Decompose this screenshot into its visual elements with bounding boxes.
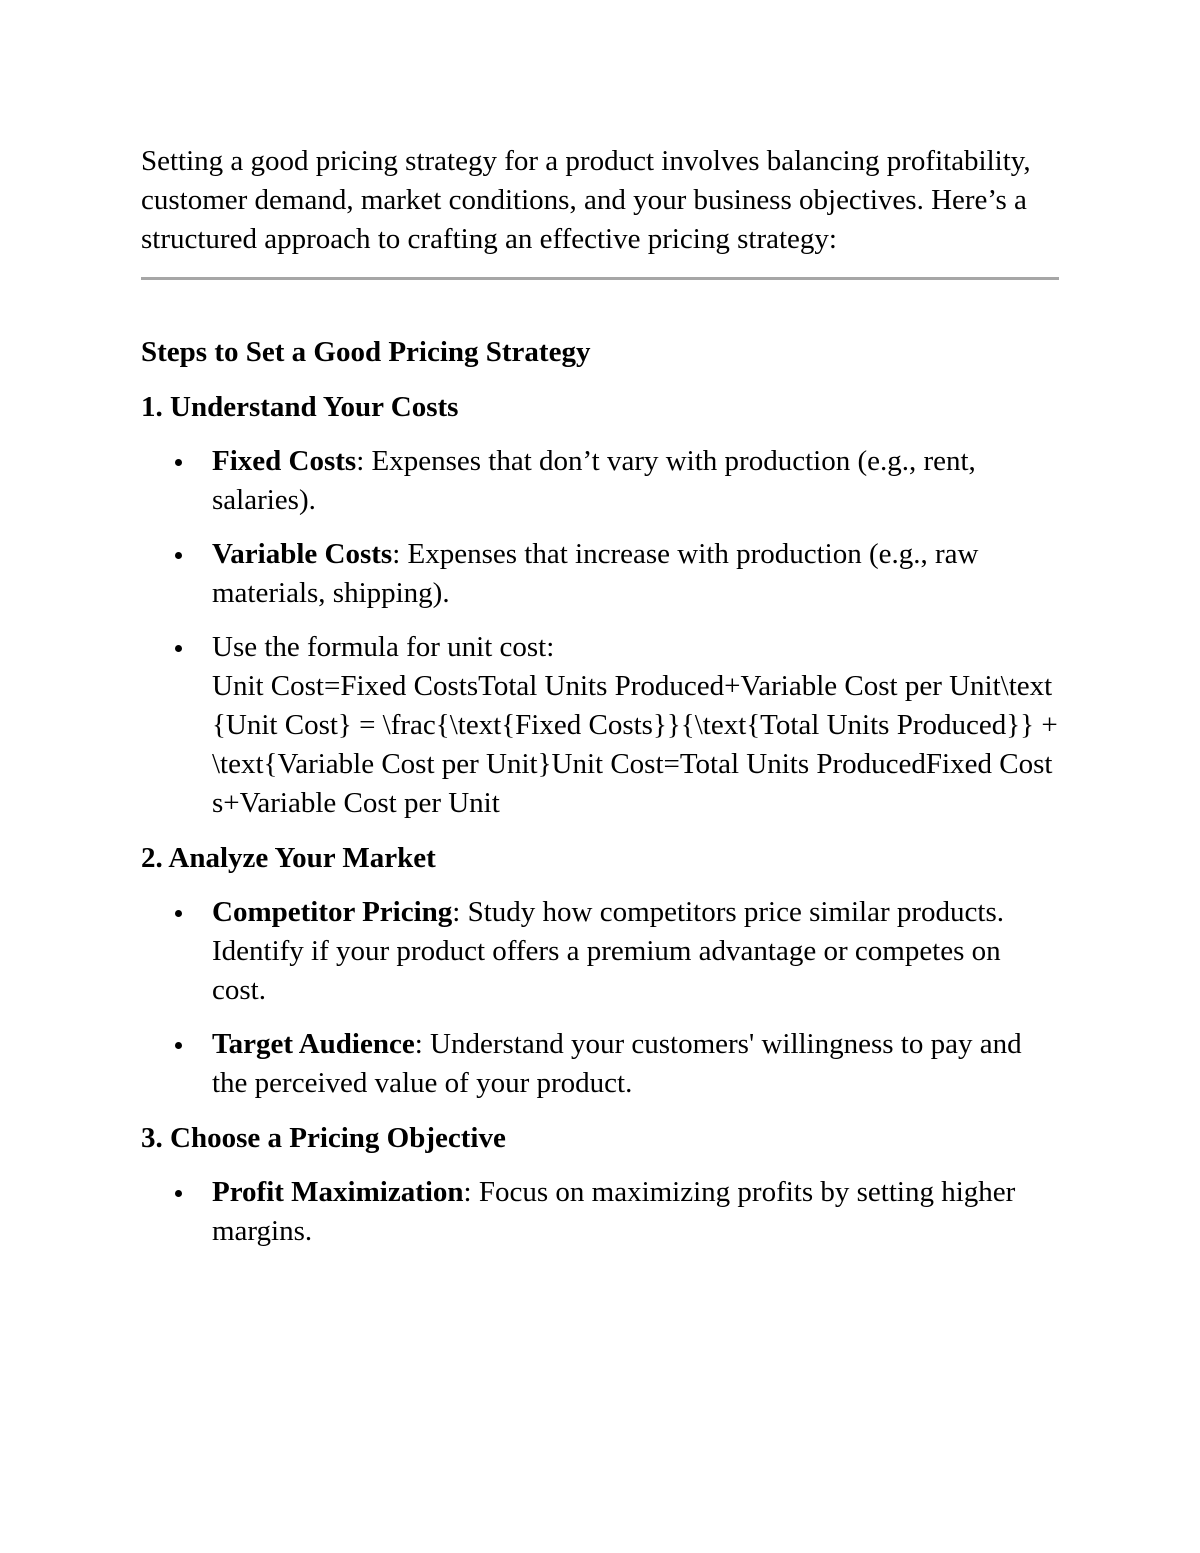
horizontal-rule bbox=[141, 277, 1059, 280]
item-text: : Study how competitors price similar products. Identify if your product offers a premium advantage or competes on cost. bbox=[212, 896, 1005, 1006]
item-text: : Expenses that increase with production (e.g., raw materials, shipping). bbox=[212, 538, 979, 609]
term-label: Target Audience bbox=[212, 1028, 415, 1060]
bullet-icon bbox=[175, 645, 182, 652]
document-page bbox=[141, 142, 1059, 1251]
main-heading: Steps to Set a Good Pricing Strategy bbox=[141, 336, 591, 368]
intro-paragraph: Setting a good pricing strategy for a product involves balancing profitability, customer demand, market conditions, and your business objectives. Here’s a structured approach to crafting an effective pricing strategy: bbox=[141, 145, 1031, 255]
list-item-competitor-pricing bbox=[141, 893, 1059, 1010]
bullet-list-costs bbox=[141, 442, 1059, 823]
section-heading-market: 2. Analyze Your Market bbox=[141, 842, 436, 874]
bullet-icon bbox=[175, 552, 182, 559]
list-item-variable-costs bbox=[141, 535, 1059, 613]
section-heading-costs: 1. Understand Your Costs bbox=[141, 391, 459, 423]
list-item-profit-maximization bbox=[141, 1173, 1059, 1251]
bullet-list-market bbox=[141, 893, 1059, 1103]
list-item-fixed-costs bbox=[141, 442, 1059, 520]
term-label: Competitor Pricing bbox=[212, 896, 453, 928]
list-item-unit-cost-formula bbox=[141, 628, 1059, 823]
bullet-icon bbox=[175, 1042, 182, 1049]
term-label: Variable Costs bbox=[212, 538, 393, 570]
section-heading-objective: 3. Choose a Pricing Objective bbox=[141, 1122, 506, 1154]
item-text: Use the formula for unit cost: bbox=[212, 631, 555, 663]
bullet-icon bbox=[175, 910, 182, 917]
term-label: Fixed Costs bbox=[212, 445, 357, 477]
list-item-target-audience bbox=[141, 1025, 1059, 1103]
term-label: Profit Maximization bbox=[212, 1176, 464, 1208]
bullet-icon bbox=[175, 459, 182, 466]
item-text: : Understand your customers' willingness to pay and the perceived value of your product. bbox=[212, 1028, 1022, 1099]
bullet-list-objective bbox=[141, 1173, 1059, 1251]
bullet-icon bbox=[175, 1190, 182, 1197]
item-text: : Expenses that don’t vary with production (e.g., rent, salaries). bbox=[212, 445, 976, 516]
unit-cost-formula: Unit Cost=Fixed CostsTotal Units Produced+Variable Cost per Unit\text{Unit Cost} = \frac{\text{Fixed Costs}}{\text{Total Units Produced}} + \text{Variable Cost per Unit}Unit Cost=Total Units ProducedFixed Costs+Variable Cost per Unit bbox=[212, 670, 1058, 819]
item-text: : Focus on maximizing profits by setting higher margins. bbox=[212, 1176, 1016, 1247]
